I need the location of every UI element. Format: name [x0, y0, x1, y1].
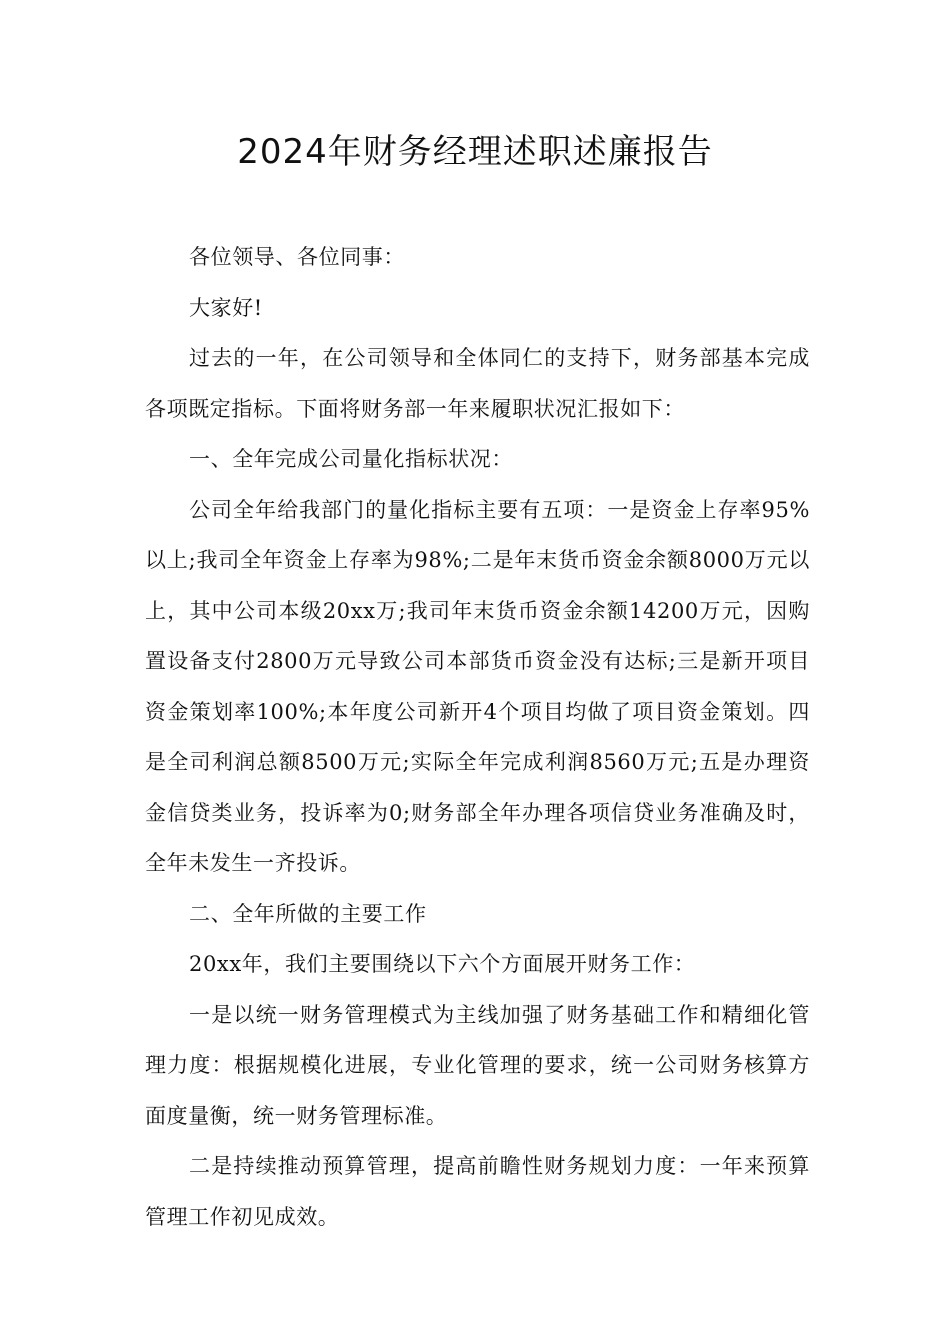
section-heading-2: 二、全年所做的主要工作	[189, 901, 427, 926]
work-item-1-paragraph: 一是以统一财务管理模式为主线加强了财务基础工作和精细化管理力度：根据规模化进展，专业化管理的要求，统一公司财务核算方面度量衡，统一财务管理标准。	[145, 1002, 810, 1128]
section-heading-1: 一、全年完成公司量化指标状况：	[189, 447, 513, 471]
intro-paragraph: 过去的一年，在公司领导和全体同仁的支持下，财务部基本完成各项既定指标。下面将财务部一年来履职状况汇报如下：	[145, 346, 810, 421]
salutation-paragraph: 大家好!	[189, 295, 263, 320]
work-intro-paragraph: 20xx年，我们主要围绕以下六个方面展开财务工作：	[189, 952, 696, 976]
greeting-paragraph: 各位领导、各位同事：	[189, 245, 405, 269]
document-body	[145, 232, 810, 1242]
work-item-2-paragraph: 二是持续推动预算管理，提高前瞻性财务规划力度：一年来预算管理工作初见成效。	[145, 1154, 810, 1229]
document-title: 2024年财务经理述职述廉报告	[237, 132, 713, 172]
indicators-paragraph: 公司全年给我部门的量化指标主要有五项：一是资金上存率95%以上;我司全年资金上存率为98%;二是年末货币资金余额8000万元以上，其中公司本级20xx万;我司年末货币资金余额14200万元，因购置设备支付2800万元导致公司本部货币资金没有达标;三是新开项目资金策划率100%;本年度公司新开4个项目均做了项目资金策划。四是全司利润总额8500万元;实际全年完成利润8560万元;五是办理资金信贷类业务，投诉率为0;财务部全年办理各项信贷业务准确及时，全年未发生一齐投诉。	[145, 497, 810, 875]
